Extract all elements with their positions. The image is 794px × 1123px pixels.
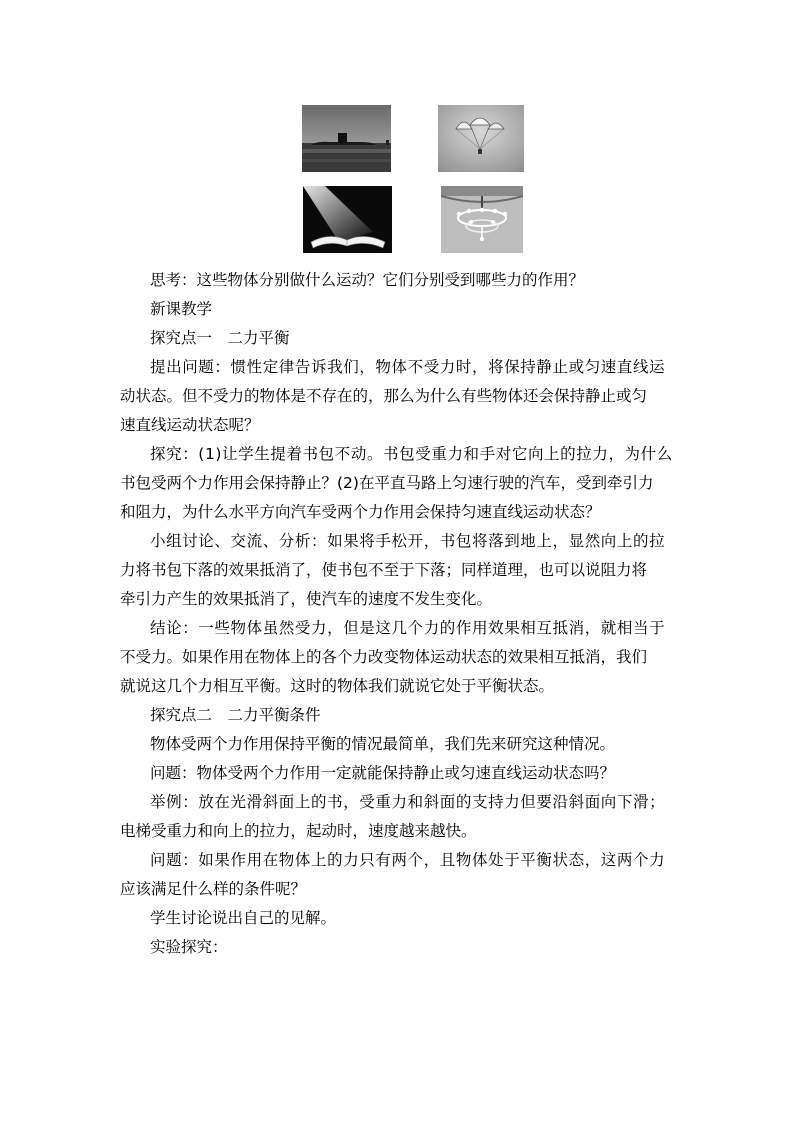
paragraph-line: 应该满足什么样的条件呢？ <box>120 880 307 898</box>
paragraph-line: 速直线运动状态呢？ <box>120 416 260 434</box>
paragraph-line: 问题：物体受两个力作用一定就能保持静止或匀速直线运动状态吗？ <box>150 764 616 782</box>
paragraph-line: 不受力。如果作用在物体上的各个力改变物体运动状态的效果相互抵消，我们 <box>120 648 648 666</box>
section-heading: 新课教学 <box>150 300 213 318</box>
paragraph-line: 力将书包下落的效果抵消了，使书包不至于下落；同样道理，也可以说阻力将 <box>120 561 648 579</box>
paragraph-line: 思考：这些物体分别做什么运动？它们分别受到哪些力的作用？ <box>150 271 585 289</box>
paragraph-line: 实验探究： <box>150 938 228 956</box>
paragraph-line: 学生讨论说出自己的见解。 <box>150 909 337 927</box>
paragraph-line: 小组讨论、交流、分析：如果将手松开，书包将落到地上，显然向上的拉 <box>150 532 666 550</box>
paragraph-line: 提出问题：惯性定律告诉我们，物体不受力时，将保持静止或匀速直线运 <box>150 358 666 376</box>
document-body <box>120 266 680 962</box>
paragraph-line: 举例：放在光滑斜面上的书，受重力和斜面的支持力但要沿斜面向下滑； <box>150 793 666 811</box>
open-book-image <box>303 186 392 253</box>
paragraph-line: 和阻力，为什么水平方向汽车受两个力作用会保持匀速直线运动状态？ <box>120 503 601 521</box>
paragraph-line: 书包受两个力作用会保持静止？(2)在平直马路上匀速行驶的汽车，受到牵引力 <box>120 474 654 492</box>
paragraph-line: 电梯受重力和向上的拉力，起动时，速度越来越快。 <box>120 822 477 840</box>
paragraph-line: 物体受两个力作用保持平衡的情况最简单，我们先来研究这种情况。 <box>150 735 616 753</box>
parachutes-image <box>438 105 524 172</box>
paragraph-line: 就说这几个力相互平衡。这时的物体我们就说它处于平衡状态。 <box>120 677 555 695</box>
paragraph-line: 问题：如果作用在物体上的力只有两个，且物体处于平衡状态，这两个力 <box>150 851 666 869</box>
section-heading: 探究点一 二力平衡 <box>150 329 290 347</box>
submarine-image <box>302 105 391 172</box>
paragraph-line: 动状态。但不受力的物体是不存在的，那么为什么有些物体还会保持静止或匀 <box>120 387 648 405</box>
chandelier-image <box>441 186 523 253</box>
paragraph-line: 牵引力产生的效果抵消了，使汽车的速度不发生变化。 <box>120 590 493 608</box>
section-heading: 探究点二 二力平衡条件 <box>150 706 321 724</box>
paragraph-line: 探究：(1)让学生提着书包不动。书包受重力和手对它向上的拉力，为什么 <box>150 445 673 463</box>
paragraph-line: 结论：一些物体虽然受力，但是这几个力的作用效果相互抵消，就相当于 <box>150 619 666 637</box>
